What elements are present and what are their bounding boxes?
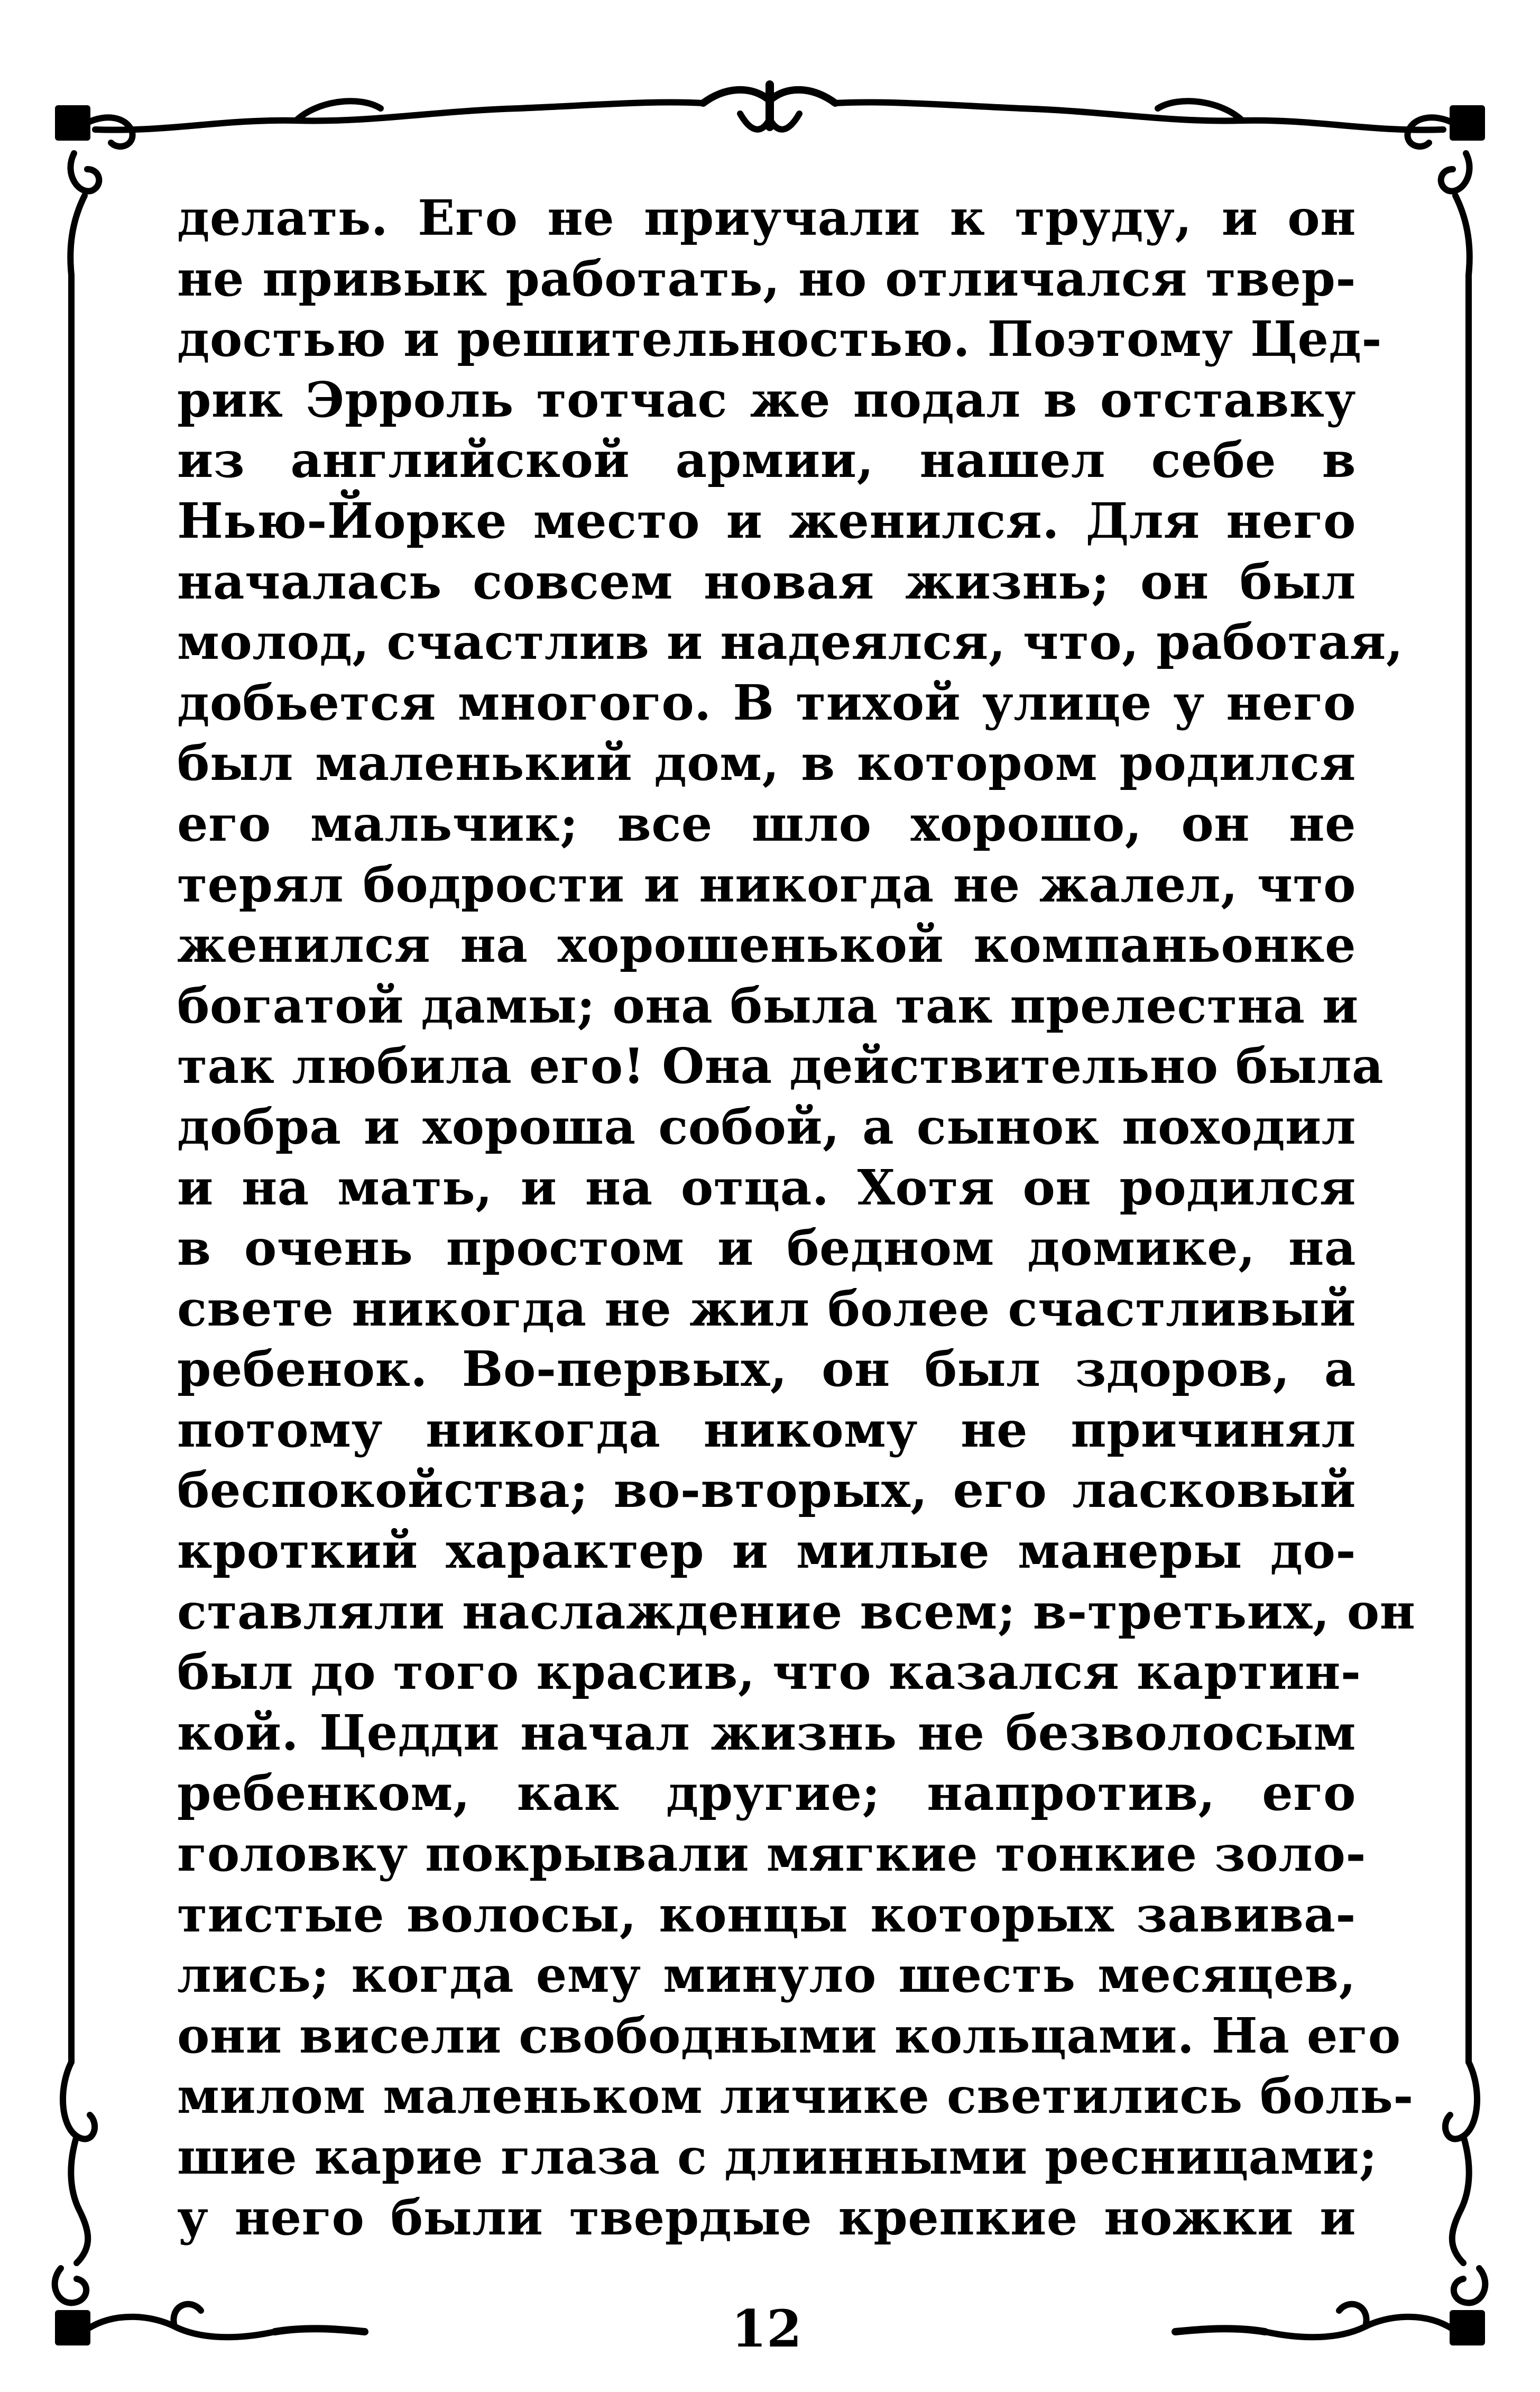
text-line: Нью-Йорке место и женился. Для него [177,492,1356,549]
text-line: так любила его! Она действительно была [177,1037,1384,1095]
corner-ornament-bottom-right [1175,2304,1482,2342]
text-line: у него были твердые крепкие ножки и [177,2188,1356,2246]
text-line: кой. Цедди начал жизнь не безволосым [177,1704,1356,1761]
text-line: рик Эрроль тотчас же подал в отставку [177,371,1356,428]
corner-ornament-bottom-left [58,2304,365,2342]
text-line: свете никогда не жил более счастливый [177,1280,1356,1337]
corner-ornament-top-left [58,108,133,275]
text-line: женился на хорошенькой компаньонке [177,916,1356,974]
top-flourish [95,85,1443,130]
right-scroll-ornament [1445,2062,1485,2303]
text-line: шие карие глаза с длинными ресницами; [177,2128,1378,2185]
body-text [177,188,1416,2248]
corner-ornament-top-right [1407,108,1482,275]
text-line: был до того красив, что казался картин- [177,1643,1361,1701]
left-border [71,275,73,2062]
text-line: не привык работать, но отличался твер- [177,250,1356,307]
text-line: головку покрывали мягкие тонкие золо- [177,1825,1367,1883]
left-scroll-ornament [55,2062,95,2303]
text-line: беспокойства; во-вторых, его ласковый [177,1461,1356,1519]
text-line: началась совсем новая жизнь; он был [177,553,1356,610]
text-line: терял бодрости и никогда не жалел, что [177,855,1356,913]
text-line: богатой дамы; она была так прелестна и [177,977,1359,1034]
text-line: его мальчик; все шло хорошо, он не [177,795,1356,852]
text-line: лись; когда ему минуло шесть месяцев, [177,1946,1356,2004]
right-border [1467,275,1469,2062]
text-line: они висели свободными кольцами. На его [177,2007,1401,2064]
page-number: 12 [731,2299,802,2359]
text-line: милом маленьком личике светились боль- [177,2067,1414,2125]
text-line: из английской армии, нашел себе в [177,431,1356,489]
text-line: добьется многого. В тихой улице у него [177,674,1356,731]
text-line: ребенком, как другие; напротив, его [177,1764,1356,1822]
text-line: ребенок. Во-первых, он был здоров, а [177,1340,1356,1398]
text-line: делать. Его не приучали к труду, и он [177,189,1356,246]
text-line: в очень простом и бедном домике, на [177,1219,1356,1277]
text-line: и на мать, и на отца. Хотя он родился [177,1158,1356,1216]
text-line: кроткий характер и милые манеры до- [177,1522,1356,1580]
text-line: тистые волосы, концы которых завива- [177,1885,1356,1943]
text-line: достью и решительностью. Поэтому Цед- [177,310,1382,368]
text-line: молод, счастлив и надеялся, что, работая, [177,613,1404,671]
text-line: добра и хороша собой, а сынок походил [177,1098,1356,1155]
text-line: потому никогда никому не причинял [177,1401,1356,1458]
text-line: был маленький дом, в котором родился [177,734,1356,792]
text-line: ставляли наслаждение всем; в-третьих, он [177,1583,1416,1640]
